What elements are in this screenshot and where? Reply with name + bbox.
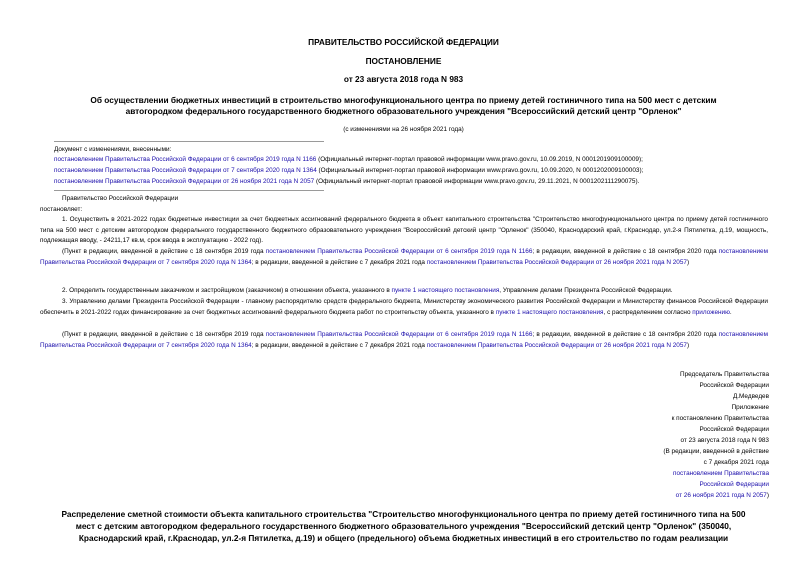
- paragraph-3: 3. Управлению делами Президента Российской Федерации - главному распорядителю средств федерального бюджета, Министерству экономического развития Российской Федерации и Министерству финансов Российской Федерации обеспечить в 2021-2022 годах финансирование за счет бюджетных ассигнований федерального бюджета работ по строительству объекта, указанного в пункте 1 настоящего постановления, с распределением согласно приложению.: [40, 298, 768, 316]
- note-link[interactable]: постановлением Правительства Российской Федерации от 7 сентября 2020 года N 1364: [40, 331, 768, 349]
- divider-top: [54, 141, 324, 142]
- decides-line: постановляет:: [40, 206, 83, 213]
- clause-link[interactable]: пункте 1 настоящего постановления: [391, 287, 500, 294]
- note-link[interactable]: постановлением Правительства Российской Федерации от 7 сентября 2020 года N 1364: [40, 248, 768, 266]
- appendix-amendment-link[interactable]: от 26 ноября 2021 года N 2057: [675, 492, 767, 499]
- clause-link[interactable]: пункте 1 настоящего постановления: [495, 308, 604, 316]
- document-title-line-1: Об осуществлении бюджетных инвестиций в строительство многофункционального центра по приему детей гостиничного типа на 500 мест с детским: [90, 95, 717, 105]
- government-line: Правительство Российской Федерации: [62, 195, 179, 202]
- amendment-item: постановлением Правительства Российской Федерации от 7 сентября 2020 года N 1364 (Официальный интернет-портал правовой информации www.pravo.gov.ru, 10.09.2020, N 0001202009100003);: [54, 167, 644, 174]
- paragraph-1: 1. Осуществить в 2021-2022 годах бюджетные инвестиции за счет бюджетных ассигнований федерального бюджета в объект капитального строительства "Строительство многофункционального центра по приему детей гостиничного типа на 500 мест с детским автогородком федерального государственного бюджетного образовательного учреждения "Всероссийский детский центр "Орленок" (350040, Краснодарский край, г.Краснодар, ул.2-я Пятилетка, д.19, мощность, подлежащая вводу, - 24211,17 кв.м, срок ввода в эксплуатацию - 2022 год).: [40, 216, 768, 244]
- appendix-link[interactable]: приложению: [692, 308, 730, 316]
- signature-country: Российской Федерации: [699, 382, 769, 389]
- appendix-amendment-link[interactable]: Российской Федерации: [699, 481, 769, 488]
- note-link[interactable]: постановлением Правительства Российской Федерации от 6 сентября 2019 года N 1166: [265, 248, 533, 255]
- amendment-item: постановлением Правительства Российской Федерации от 6 сентября 2019 года N 1166 (Официальный интернет-портал правовой информации www.pravo.gov.ru, 10.09.2019, N 0001201909100009);: [54, 156, 643, 163]
- amendment-item: постановлением Правительства Российской Федерации от 26 ноября 2021 года N 2057 (Официальный интернет-портал правовой информации www.pravo.gov.ru, 29.11.2021, N 0001202111290075).: [54, 178, 640, 185]
- document-type: ПОСТАНОВЛЕНИЕ: [365, 56, 442, 66]
- note-link[interactable]: постановлением Правительства Российской Федерации от 6 сентября 2019 года N 1166: [265, 331, 533, 338]
- appendix-amendment-link[interactable]: постановлением Правительства: [673, 470, 769, 477]
- paragraph-1-note: (Пункт в редакции, введенной в действие с 18 сентября 2019 года постановлением Правительства Российской Федерации от 6 сентября 2019 года N 1166; в редакции, введенной в действие с 18 сентября 2020 года постановлением Правительства Российской Федерации от 7 сентября 2020 года N 1364; в редакции, введенной в действие с 7 декабря 2021 года постановлением Правительства Российской Федерации от 26 ноября 2021 года N 2057): [40, 248, 768, 266]
- amendment-link[interactable]: постановлением Правительства Российской Федерации от 26 ноября 2021 года N 2057: [54, 178, 315, 185]
- amendments-intro: Документ с изменениями, внесенными:: [54, 146, 172, 153]
- signature-name: Д.Медведев: [732, 393, 769, 400]
- signature-block: [569, 369, 769, 402]
- paragraph-3-note: (Пункт в редакции, введенной в действие с 18 сентября 2019 года постановлением Правительства Российской Федерации от 6 сентября 2019 года N 1166; в редакции, введенной в действие с 18 сентября 2020 года постановлением Правительства Российской Федерации от 7 сентября 2020 года N 1364; в редакции, введенной в действие с 7 декабря 2021 года постановлением Правительства Российской Федерации от 26 ноября 2021 года N 2057): [40, 331, 768, 349]
- document-title-line-2: автогородком федерального государственного бюджетного образовательного учреждения "Всероссийский детский центр "Орленок": [125, 106, 682, 116]
- appendix-block: Приложение к постановлению Правительства Российской Федерации от 23 августа 2018 года N 983 (В редакции, введенной в действие с 7 декабря 2021 года постановлением Правительства Российской Федерации от 26 ноября 2021 года N 2057): [569, 402, 769, 501]
- paragraph-2: 2. Определить государственным заказчиком и застройщиком (заказчиком) в отношении объекта, указанного в пункте 1 настоящего постановления, Управление делами Президента Российской Федерации.: [62, 287, 673, 294]
- divider-bottom: [54, 190, 324, 191]
- amendment-link[interactable]: постановлением Правительства Российской Федерации от 6 сентября 2019 года N 1166: [54, 156, 317, 163]
- document-date-number: от 23 августа 2018 года N 983: [343, 74, 464, 84]
- signature-position: Председатель Правительства: [680, 371, 769, 378]
- note-link[interactable]: постановлением Правительства Российской Федерации от 26 ноября 2021 года N 2057: [426, 258, 687, 266]
- appendix-title-line-3: Краснодарский край, г.Краснодар, ул.2-я Пятилетка, д.19) и общего (предельного) объема бюджетных инвестиций в его строительство по годам реализации: [78, 533, 729, 543]
- government-heading: ПРАВИТЕЛЬСТВО РОССИЙСКОЙ ФЕДЕРАЦИИ: [308, 37, 499, 47]
- note-link[interactable]: постановлением Правительства Российской Федерации от 26 ноября 2021 года N 2057: [426, 341, 687, 349]
- appendix-title-line-1: Распределение сметной стоимости объекта капитального строительства "Строительство многофункционального центра по приему детей гостиничного типа на 500: [61, 509, 746, 519]
- appendix-title-line-2: мест с детским автогородком федерального государственного бюджетного образовательного учреждения "Всероссийский детский центр "Орленок" (350040,: [75, 521, 732, 531]
- amendment-link[interactable]: постановлением Правительства Российской Федерации от 7 сентября 2020 года N 1364: [54, 167, 317, 174]
- changes-note: (с изменениями на 26 ноября 2021 года): [343, 126, 464, 133]
